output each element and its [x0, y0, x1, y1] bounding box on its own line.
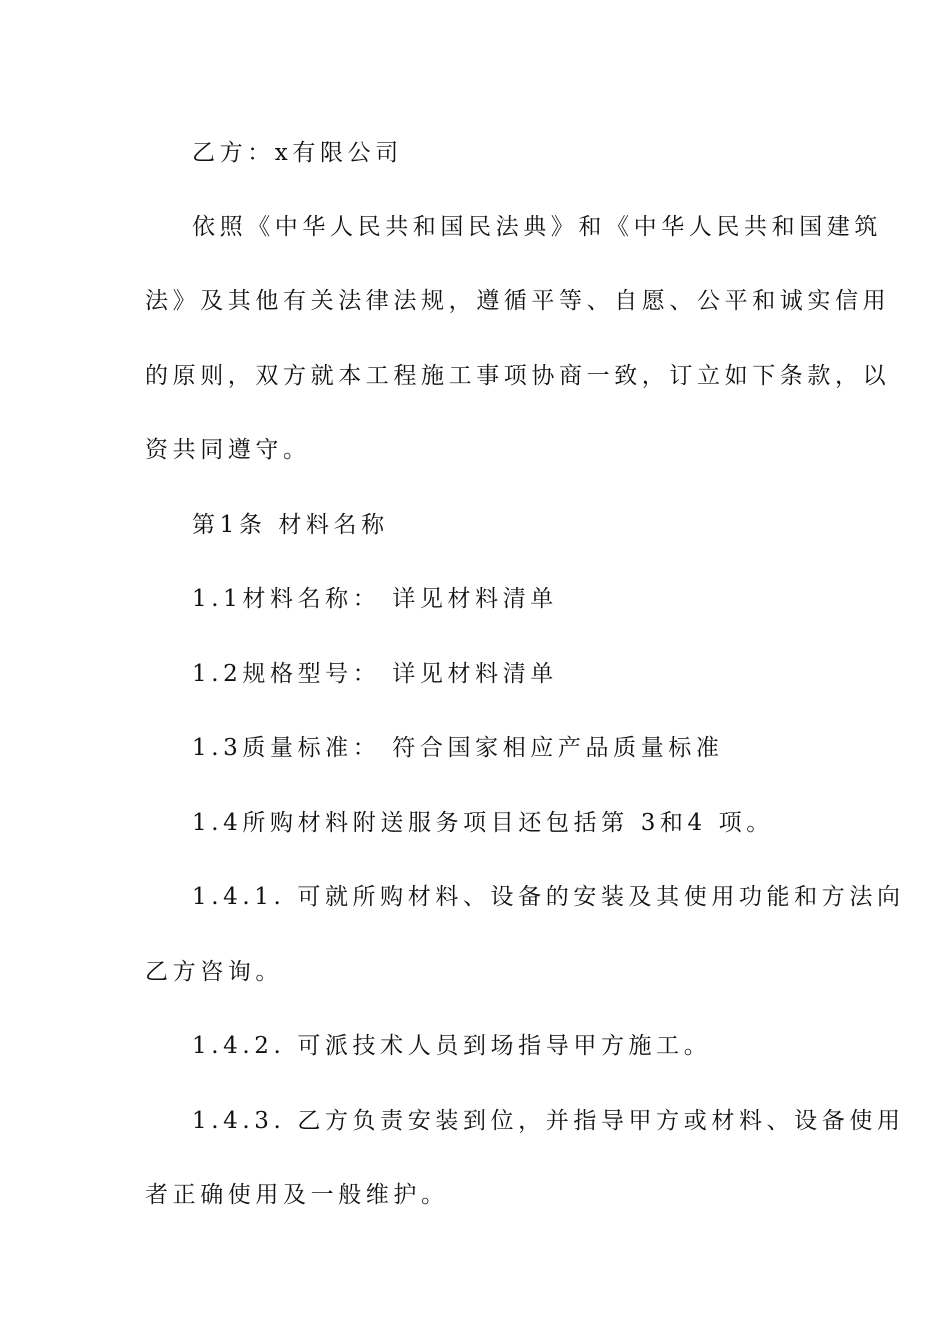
article-1-heading: 第1条 材料名称 [192, 512, 389, 538]
clause-1-4-3-line-2: 者正确使用及一般维护。 [145, 1182, 449, 1208]
preamble-line-3: 的原则，双方就本工程施工事项协商一致，订立如下条款，以 [145, 363, 891, 389]
party-b-line: 乙方：x有限公司 [192, 140, 403, 166]
preamble-line-4: 资共同遵守。 [145, 437, 311, 463]
preamble-line-2: 法》及其他有关法律法规，遵循平等、自愿、公平和诚实信用 [145, 288, 891, 314]
clause-1-1: 1.1材料名称： 详见材料清单 [192, 586, 558, 612]
clause-1-2: 1.2规格型号： 详见材料清单 [192, 661, 558, 687]
clause-1-4-1-line-1: 1.4.1. 可就所购材料、设备的安装及其使用功能和方法向 [192, 884, 905, 910]
clause-1-4-2: 1.4.2. 可派技术人员到场指导甲方施工。 [192, 1033, 712, 1059]
clause-1-4-1-line-2: 乙方咨询。 [145, 959, 283, 985]
clause-1-4-3-line-1: 1.4.3. 乙方负责安装到位，并指导甲方或材料、设备使用 [192, 1108, 905, 1134]
clause-1-4: 1.4所购材料附送服务项目还包括第 3和4 项。 [192, 810, 774, 836]
preamble-line-1: 依照《中华人民共和国民法典》和《中华人民共和国建筑 [192, 214, 882, 240]
clause-1-3: 1.3质量标准： 符合国家相应产品质量标准 [192, 735, 724, 761]
